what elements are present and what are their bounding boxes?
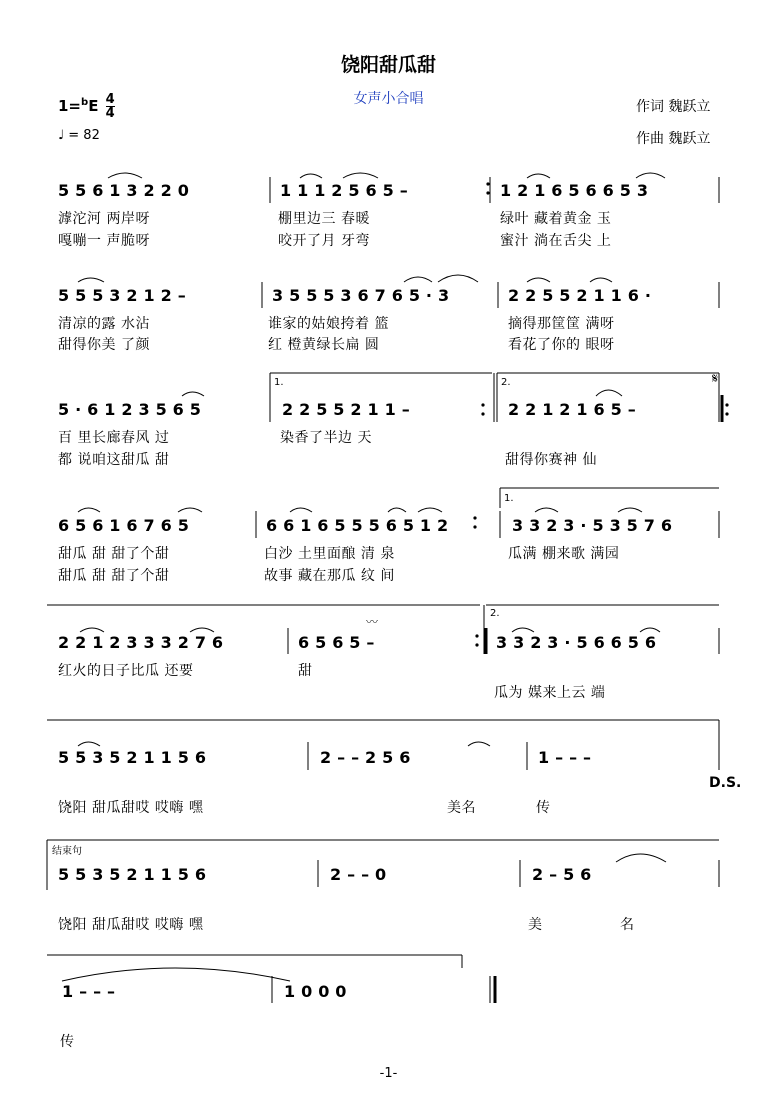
lyrics-s3-v1-m1: 百 里长廊春风 过 (58, 430, 170, 446)
notes-s3-m2: 2 2 5 5 2 1 1 – (282, 400, 410, 419)
lyrics-s5-m2: 甜 (298, 663, 313, 679)
lyricist: 作词 魏跃立 (636, 99, 711, 115)
song-title: 饶阳甜瓜甜 (340, 54, 436, 76)
lyrics-s5-m3: 瓜为 媒来上云 端 (494, 685, 606, 701)
notes-s8-m1: 1 – – – (62, 982, 116, 1001)
notes-s2-m2: 3 5 5 5 3 6 7 6 5 · 3 (272, 286, 450, 305)
notes-s1-m1: 5 5 6 1 3 2 2 0 (58, 181, 190, 200)
lyrics-s7-m1: 饶阳 甜瓜甜哎 哎嗨 嘿 (58, 917, 204, 933)
notes-s7-m3: 2 – 5 6 (532, 865, 592, 884)
lyrics-s5-m1: 红火的日子比瓜 还要 (58, 663, 194, 679)
key-prefix: 1= (58, 97, 82, 115)
lyrics-s1-v1-m3: 绿叶 藏着黄金 玉 (500, 211, 612, 227)
lyrics-s2-v2-m2: 红 橙黄绿长扁 圆 (268, 337, 380, 353)
subtitle: 女声小合唱 (353, 91, 424, 107)
flat-sign: b (81, 97, 89, 108)
lyrics-s1-v1-m1: 滹沱河 两岸呀 (58, 211, 150, 227)
page-number: -1- (379, 1066, 398, 1081)
segno-icon: 𝄋 (712, 371, 719, 387)
lyrics-s1-v2-m3: 蜜汁 淌在舌尖 上 (500, 233, 612, 249)
lyrics-s1-v2-m1: 嘎嘣一 声脆呀 (58, 233, 150, 249)
volta-1-label-b: 1. (504, 493, 514, 504)
lyrics-s4-v1-m2: 白沙 土里面酿 清 泉 (264, 546, 395, 562)
lyrics-s7-m3: 名 (620, 917, 635, 933)
lyrics-s1-v1-m2: 棚里边三 春暖 (278, 211, 370, 227)
ending-label: 结束句 (52, 846, 82, 857)
lyrics-s2-v2-m1: 甜得你美 了颜 (58, 337, 150, 353)
notes-s7-m2: 2 – – 0 (330, 865, 387, 884)
notes-s4-m3: 3 3 2 3 · 5 3 5 7 6 (512, 516, 673, 535)
notes-s1-m2: 1 1 1 2 5 6 5 – (280, 181, 408, 200)
notes-s4-m1: 6 5 6 1 6 7 6 5 (58, 516, 190, 535)
lyrics-s4-v1-m1: 甜瓜 甜 甜了个甜 (58, 546, 170, 562)
lyrics-s4-v2-m1: 甜瓜 甜 甜了个甜 (58, 568, 170, 584)
composer: 作曲 魏跃立 (636, 131, 711, 147)
notes-s5-m1: 2 2 1 2 3 3 3 2 7 6 (58, 633, 224, 652)
lyrics-s2-v2-m3: 看花了你的 眼呀 (508, 337, 615, 353)
lyrics-s2-v1-m2: 谁家的姑娘挎着 篮 (268, 316, 389, 332)
quarter-note-icon: ♩ (58, 128, 65, 143)
volta-2-label: 2. (501, 377, 511, 388)
lyrics-s1-v2-m2: 咬开了月 牙弯 (278, 233, 370, 249)
notes-s7-m1: 5 5 3 5 2 1 1 5 6 (58, 865, 207, 884)
notes-s3-m1: 5 · 6 1 2 3 5 6 5 (58, 400, 202, 419)
volta-1-label: 1. (274, 377, 284, 388)
lyrics-s6-m3: 传 (536, 800, 551, 816)
notes-s6-m2: 2 – – 2 5 6 (320, 748, 411, 767)
notes-s8-m2: 1 0 0 0 (284, 982, 347, 1001)
mordent-icon: 〰 (366, 615, 379, 629)
notes-s5-m3: 3 3 2 3 · 5 6 6 5 6 (496, 633, 657, 652)
lyrics-s2-v1-m3: 摘得那筐筐 满呀 (508, 316, 615, 332)
key-note: E (88, 97, 99, 115)
lyrics-s2-v1-m1: 清凉的露 水沾 (58, 316, 150, 332)
lyrics-s6-m2: 美名 (447, 800, 476, 816)
notes-s3-m3: 2 2 1 2 1 6 5 – (508, 400, 636, 419)
notes-s2-m3: 2 2 5 5 2 1 1 6 · (508, 286, 652, 305)
notes-s1-m3: 1 2 1 6 5 6 6 5 3 (500, 181, 649, 200)
notes-s6-m1: 5 5 3 5 2 1 1 5 6 (58, 748, 207, 767)
notes-s4-m2: 6 6 1 6 5 5 5 6 5 1 2 (266, 516, 449, 535)
lyrics-s4-v1-m3: 瓜满 棚来歌 满园 (508, 546, 620, 562)
lyrics-s8-m1: 传 (60, 1034, 75, 1050)
notes-s6-m3: 1 – – – (538, 748, 592, 767)
lyrics-s3-v1-m2: 染香了半边 天 (280, 430, 372, 446)
lyrics-s3-v2-m1: 都 说咱这甜瓜 甜 (58, 452, 170, 468)
ts-bottom: 4 (105, 106, 115, 121)
lyrics-s7-m2: 美 (528, 917, 543, 933)
notes-s5-m2: 6 5 6 5 – (298, 633, 375, 652)
ts-top: 4 (105, 92, 115, 107)
volta-2-label-b: 2. (490, 608, 500, 619)
ds-marking: D.S. (709, 775, 742, 791)
lyrics-s3-v2-m3: 甜得你赛神 仙 (505, 452, 597, 468)
lyrics-s4-v2-m2: 故事 藏在那瓜 纹 间 (264, 568, 395, 584)
tempo-value: = 82 (68, 128, 100, 143)
lyrics-s6-m1: 饶阳 甜瓜甜哎 哎嗨 嘿 (58, 800, 204, 816)
notes-s2-m1: 5 5 5 3 2 1 2 – (58, 286, 186, 305)
